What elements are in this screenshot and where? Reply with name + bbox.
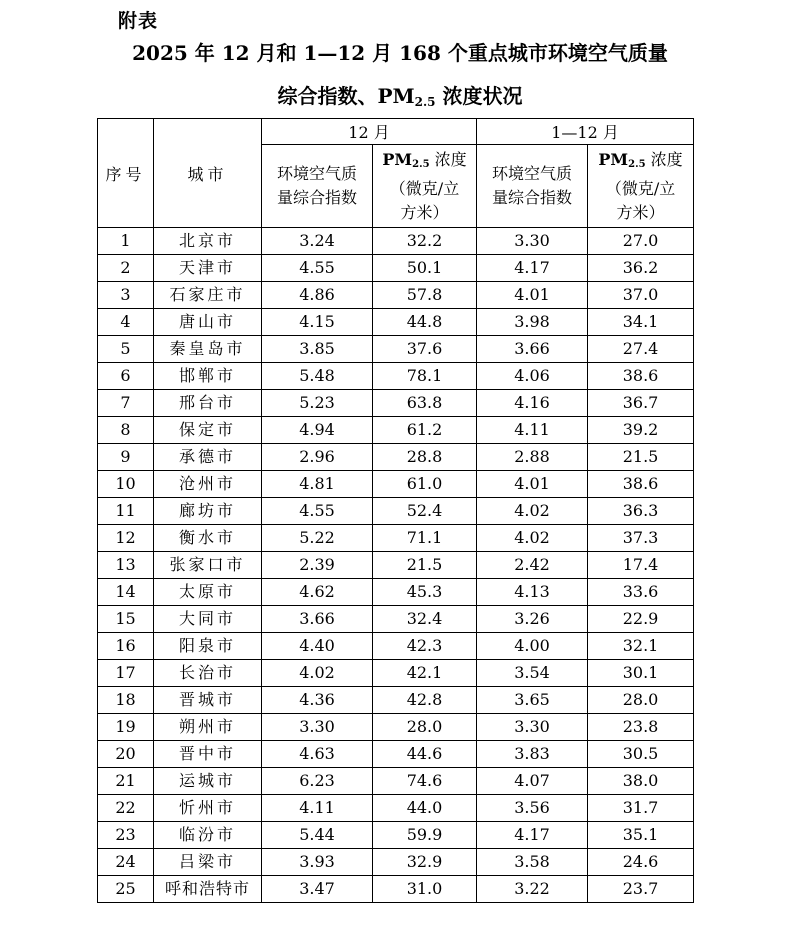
header-dec-pm-line3: 方米） <box>400 202 449 222</box>
cell-dec-pm25: 42.3 <box>373 633 477 660</box>
table-row <box>98 336 694 363</box>
cell-ytd-index: 4.13 <box>477 579 588 606</box>
table-row <box>98 795 694 822</box>
cell-dec-index: 2.96 <box>262 444 373 471</box>
document-title-line2 <box>0 83 800 115</box>
cell-dec-pm25: 31.0 <box>373 876 477 903</box>
cell-dec-index: 4.11 <box>262 795 373 822</box>
cell-dec-pm25: 32.9 <box>373 849 477 876</box>
cell-ytd-pm25: 37.3 <box>588 525 694 552</box>
cell-dec-pm25: 42.8 <box>373 687 477 714</box>
cell-ytd-index: 2.42 <box>477 552 588 579</box>
cell-ytd-pm25: 21.5 <box>588 444 694 471</box>
table-body <box>98 228 694 903</box>
header-ytd-pm-line2: （微克/立 <box>605 178 676 198</box>
cell-ytd-index: 3.30 <box>477 714 588 741</box>
header-row-1 <box>98 119 694 145</box>
cell-ytd-pm25: 36.3 <box>588 498 694 525</box>
cell-ytd-index: 3.30 <box>477 228 588 255</box>
header-ytd-aqi-line2: 量综合指数 <box>492 188 573 207</box>
header-city: 城市 <box>154 119 262 228</box>
header-dec-pm-suffix: 浓度 <box>429 149 467 169</box>
cell-seq: 23 <box>98 822 154 849</box>
cell-city: 邢台市 <box>154 390 262 417</box>
cell-dec-index: 4.40 <box>262 633 373 660</box>
table-row <box>98 255 694 282</box>
cell-city: 石家庄市 <box>154 282 262 309</box>
cell-ytd-index: 4.02 <box>477 498 588 525</box>
header-ytd-pm25 <box>588 145 694 228</box>
cell-seq: 21 <box>98 768 154 795</box>
table-row <box>98 471 694 498</box>
cell-seq: 8 <box>98 417 154 444</box>
cell-dec-pm25: 57.8 <box>373 282 477 309</box>
cell-ytd-index: 3.66 <box>477 336 588 363</box>
cell-ytd-index: 4.00 <box>477 633 588 660</box>
cell-ytd-index: 4.16 <box>477 390 588 417</box>
cell-ytd-index: 4.02 <box>477 525 588 552</box>
cell-ytd-pm25: 27.4 <box>588 336 694 363</box>
cell-dec-pm25: 37.6 <box>373 336 477 363</box>
cell-dec-pm25: 61.2 <box>373 417 477 444</box>
cell-ytd-pm25: 31.7 <box>588 795 694 822</box>
table-row <box>98 282 694 309</box>
cell-ytd-pm25: 36.7 <box>588 390 694 417</box>
cell-dec-index: 3.47 <box>262 876 373 903</box>
cell-ytd-index: 3.22 <box>477 876 588 903</box>
cell-dec-pm25: 44.8 <box>373 309 477 336</box>
cell-ytd-pm25: 34.1 <box>588 309 694 336</box>
cell-dec-index: 2.39 <box>262 552 373 579</box>
cell-ytd-pm25: 28.0 <box>588 687 694 714</box>
cell-ytd-pm25: 24.6 <box>588 849 694 876</box>
table-row <box>98 444 694 471</box>
cell-ytd-pm25: 22.9 <box>588 606 694 633</box>
cell-dec-index: 4.02 <box>262 660 373 687</box>
table-row <box>98 309 694 336</box>
cell-ytd-index: 3.56 <box>477 795 588 822</box>
cell-ytd-pm25: 32.1 <box>588 633 694 660</box>
cell-ytd-pm25: 39.2 <box>588 417 694 444</box>
cell-ytd-index: 3.98 <box>477 309 588 336</box>
cell-seq: 16 <box>98 633 154 660</box>
cell-seq: 6 <box>98 363 154 390</box>
cell-ytd-pm25: 17.4 <box>588 552 694 579</box>
cell-dec-pm25: 52.4 <box>373 498 477 525</box>
cell-ytd-pm25: 38.6 <box>588 363 694 390</box>
cell-seq: 4 <box>98 309 154 336</box>
cell-city: 太原市 <box>154 579 262 606</box>
cell-ytd-pm25: 23.8 <box>588 714 694 741</box>
cell-ytd-pm25: 30.1 <box>588 660 694 687</box>
cell-dec-pm25: 28.8 <box>373 444 477 471</box>
cell-dec-index: 4.86 <box>262 282 373 309</box>
cell-city: 邯郸市 <box>154 363 262 390</box>
cell-dec-pm25: 61.0 <box>373 471 477 498</box>
cell-seq: 18 <box>98 687 154 714</box>
cell-dec-index: 3.66 <box>262 606 373 633</box>
cell-ytd-pm25: 38.6 <box>588 471 694 498</box>
cell-dec-index: 5.23 <box>262 390 373 417</box>
cell-dec-index: 3.85 <box>262 336 373 363</box>
header-ytd-pm-prefix: $PM_{2.5}$ <box>598 149 646 170</box>
cell-dec-index: 4.94 <box>262 417 373 444</box>
cell-dec-pm25: 21.5 <box>373 552 477 579</box>
cell-seq: 20 <box>98 741 154 768</box>
cell-ytd-pm25: 23.7 <box>588 876 694 903</box>
cell-seq: 2 <box>98 255 154 282</box>
cell-dec-pm25: 44.0 <box>373 795 477 822</box>
header-seq: 序号 <box>98 119 154 228</box>
header-ytd-aqi <box>477 145 588 228</box>
header-dec-aqi <box>262 145 373 228</box>
cell-city: 北京市 <box>154 228 262 255</box>
cell-ytd-pm25: 36.2 <box>588 255 694 282</box>
cell-seq: 15 <box>98 606 154 633</box>
table-row <box>98 363 694 390</box>
cell-city: 吕梁市 <box>154 849 262 876</box>
cell-city: 运城市 <box>154 768 262 795</box>
cell-city: 临汾市 <box>154 822 262 849</box>
cell-ytd-index: 2.88 <box>477 444 588 471</box>
cell-city: 忻州市 <box>154 795 262 822</box>
header-dec-pm-prefix: $PM_{2.5}$ <box>382 149 430 170</box>
cell-dec-index: 3.24 <box>262 228 373 255</box>
cell-dec-pm25: 78.1 <box>373 363 477 390</box>
header-ytd-aqi-line1: 环境空气质 <box>492 164 573 183</box>
header-ytd-pm-suffix: 浓度 <box>645 149 683 169</box>
title-line2-suffix: 浓度状况 <box>435 84 523 108</box>
cell-dec-index: 4.36 <box>262 687 373 714</box>
cell-seq: 11 <box>98 498 154 525</box>
cell-city: 大同市 <box>154 606 262 633</box>
table-row <box>98 633 694 660</box>
cell-seq: 25 <box>98 876 154 903</box>
cell-city: 唐山市 <box>154 309 262 336</box>
cell-ytd-pm25: 30.5 <box>588 741 694 768</box>
table-row <box>98 741 694 768</box>
table-row <box>98 498 694 525</box>
cell-ytd-index: 4.01 <box>477 471 588 498</box>
cell-ytd-pm25: 38.0 <box>588 768 694 795</box>
cell-city: 承德市 <box>154 444 262 471</box>
cell-dec-pm25: 32.4 <box>373 606 477 633</box>
cell-dec-index: 5.44 <box>262 822 373 849</box>
table-row <box>98 768 694 795</box>
cell-dec-pm25: 28.0 <box>373 714 477 741</box>
cell-seq: 1 <box>98 228 154 255</box>
cell-dec-pm25: 59.9 <box>373 822 477 849</box>
cell-ytd-index: 4.17 <box>477 255 588 282</box>
cell-seq: 17 <box>98 660 154 687</box>
cell-dec-index: 4.62 <box>262 579 373 606</box>
cell-dec-index: 5.48 <box>262 363 373 390</box>
cell-ytd-pm25: 33.6 <box>588 579 694 606</box>
cell-seq: 22 <box>98 795 154 822</box>
appendix-label: 附表 <box>118 10 159 32</box>
table-row <box>98 876 694 903</box>
table-row <box>98 660 694 687</box>
cell-ytd-index: 3.54 <box>477 660 588 687</box>
cell-dec-index: 4.81 <box>262 471 373 498</box>
cell-ytd-index: 3.58 <box>477 849 588 876</box>
cell-city: 朔州市 <box>154 714 262 741</box>
cell-city: 阳泉市 <box>154 633 262 660</box>
cell-ytd-pm25: 35.1 <box>588 822 694 849</box>
document-title-line1: 2025 年 12 月和 1—12 月 168 个重点城市环境空气质量 <box>132 41 668 65</box>
cell-dec-pm25: 74.6 <box>373 768 477 795</box>
cell-dec-pm25: 45.3 <box>373 579 477 606</box>
cell-ytd-pm25: 37.0 <box>588 282 694 309</box>
cell-city: 沧州市 <box>154 471 262 498</box>
header-jan-dec: 1—12 月 <box>477 119 694 145</box>
table-row <box>98 687 694 714</box>
cell-dec-index: 6.23 <box>262 768 373 795</box>
cell-dec-index: 4.55 <box>262 498 373 525</box>
cell-dec-index: 3.93 <box>262 849 373 876</box>
table-row <box>98 525 694 552</box>
cell-ytd-index: 4.06 <box>477 363 588 390</box>
table-row <box>98 849 694 876</box>
cell-dec-index: 4.55 <box>262 255 373 282</box>
cell-city: 晋城市 <box>154 687 262 714</box>
table-row <box>98 579 694 606</box>
table-row <box>98 228 694 255</box>
cell-seq: 9 <box>98 444 154 471</box>
table-row <box>98 822 694 849</box>
cell-ytd-index: 3.26 <box>477 606 588 633</box>
cell-ytd-pm25: 27.0 <box>588 228 694 255</box>
cell-seq: 13 <box>98 552 154 579</box>
header-dec-pm-line2: （微克/立 <box>389 178 460 198</box>
cell-city: 长治市 <box>154 660 262 687</box>
cell-dec-index: 4.63 <box>262 741 373 768</box>
table-row <box>98 714 694 741</box>
cell-seq: 19 <box>98 714 154 741</box>
cell-city: 廊坊市 <box>154 498 262 525</box>
cell-seq: 10 <box>98 471 154 498</box>
cell-seq: 12 <box>98 525 154 552</box>
header-ytd-pm-line3: 方米） <box>616 202 665 222</box>
cell-city: 天津市 <box>154 255 262 282</box>
cell-dec-index: 3.30 <box>262 714 373 741</box>
title-line2-prefix: 综合指数、PM <box>277 84 415 108</box>
cell-ytd-index: 4.17 <box>477 822 588 849</box>
cell-dec-pm25: 44.6 <box>373 741 477 768</box>
table-row <box>98 417 694 444</box>
cell-dec-index: 5.22 <box>262 525 373 552</box>
header-dec-aqi-line2: 量综合指数 <box>276 188 357 207</box>
table-row <box>98 552 694 579</box>
cell-city: 呼和浩特市 <box>154 876 262 903</box>
cell-seq: 14 <box>98 579 154 606</box>
table-row <box>98 606 694 633</box>
cell-seq: 5 <box>98 336 154 363</box>
cell-city: 张家口市 <box>154 552 262 579</box>
cell-dec-pm25: 50.1 <box>373 255 477 282</box>
header-dec-pm25 <box>373 145 477 228</box>
cell-seq: 7 <box>98 390 154 417</box>
cell-ytd-index: 3.83 <box>477 741 588 768</box>
cell-dec-pm25: 63.8 <box>373 390 477 417</box>
title-line2-subscript: 2.5 <box>414 95 436 109</box>
cell-dec-pm25: 42.1 <box>373 660 477 687</box>
cell-dec-index: 4.15 <box>262 309 373 336</box>
cell-dec-pm25: 71.1 <box>373 525 477 552</box>
cell-ytd-index: 4.11 <box>477 417 588 444</box>
cell-ytd-index: 4.01 <box>477 282 588 309</box>
header-december: 12 月 <box>262 119 477 145</box>
air-quality-table <box>97 118 694 903</box>
cell-ytd-index: 4.07 <box>477 768 588 795</box>
cell-city: 衡水市 <box>154 525 262 552</box>
cell-city: 晋中市 <box>154 741 262 768</box>
table-row <box>98 390 694 417</box>
cell-seq: 3 <box>98 282 154 309</box>
cell-ytd-index: 3.65 <box>477 687 588 714</box>
cell-city: 保定市 <box>154 417 262 444</box>
header-dec-aqi-line1: 环境空气质 <box>276 164 357 183</box>
cell-dec-pm25: 32.2 <box>373 228 477 255</box>
cell-city: 秦皇岛市 <box>154 336 262 363</box>
cell-seq: 24 <box>98 849 154 876</box>
